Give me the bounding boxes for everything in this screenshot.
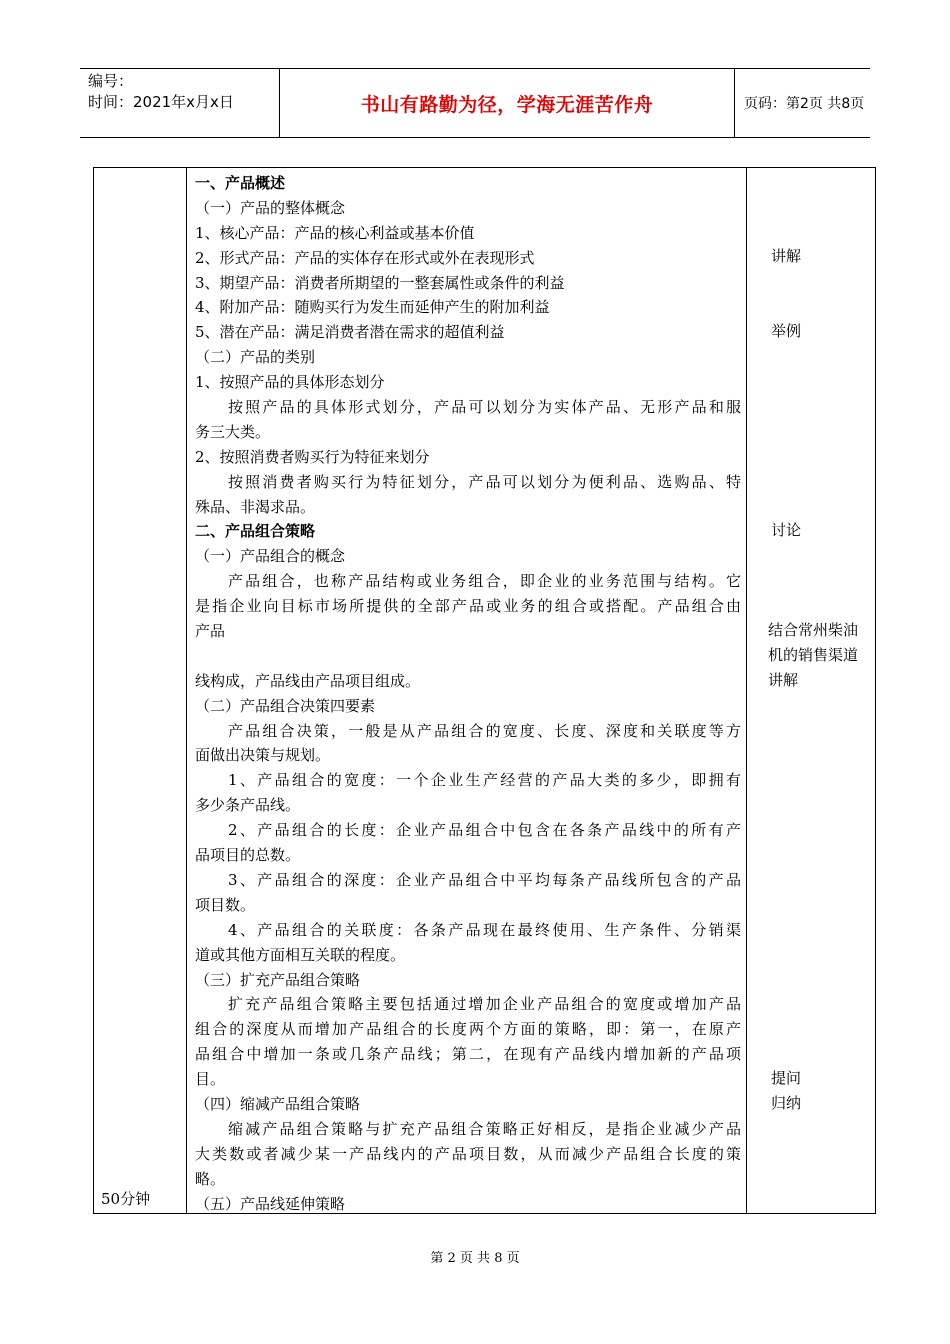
- content-line: 4、产品组合的关联度：各条产品现在最终使用、生产条件、分销渠: [228, 920, 741, 939]
- method-discuss: 讨论: [771, 521, 802, 539]
- content-line: 面做出决策与规划。: [195, 746, 331, 765]
- header-page-cell: [734, 69, 870, 137]
- content-line: 3、产品组合的深度：企业产品组合中平均每条产品线所包含的产品: [228, 870, 741, 889]
- content-line: 殊品、非渴求品。: [195, 497, 316, 516]
- content-line: 2、按照消费者购买行为特征来划分: [195, 447, 430, 466]
- content-line: 1、按照产品的具体形态划分: [195, 373, 385, 392]
- content-line: 目。: [195, 1070, 226, 1089]
- number-label: 编号：: [88, 72, 134, 90]
- content-line: 3、期望产品：消费者所期望的一整套属性或条件的利益: [195, 273, 565, 292]
- header-meta-cell: [80, 69, 280, 137]
- column-divider: [186, 168, 187, 1213]
- content-line: 2、产品组合的长度：企业产品组合中包含在各条产品线中的所有产: [228, 821, 741, 840]
- motto: 书山有路勤为径，学海无涯苦作舟: [360, 93, 654, 116]
- content-line: 1、产品组合的宽度：一个企业生产经营的产品大类的多少，即拥有: [228, 771, 741, 790]
- content-line: 5、潜在产品：满足消费者潜在需求的超值利益: [195, 323, 505, 342]
- method-case-line-3: 讲解: [768, 671, 799, 689]
- content-line: 产品组合，也称产品结构或业务组合，即企业的业务范围与结构。它: [228, 572, 741, 591]
- duration-text: 50分钟: [101, 1190, 151, 1208]
- column-divider: [746, 168, 747, 1213]
- content-line: 是指企业向目标市场所提供的全部产品或业务的组合或搭配。产品组合由: [195, 597, 741, 616]
- content-line: （三）扩充产品组合策略: [195, 970, 361, 989]
- content-line: 道或其他方面相互关联的程度。: [195, 945, 406, 964]
- content-line: （五）产品线延伸策略: [195, 1194, 346, 1213]
- lesson-table: [93, 167, 876, 1214]
- content-line: 多少条产品线。: [195, 796, 301, 815]
- content-line: （一）产品组合的概念: [195, 547, 346, 566]
- footer-page-number: 第 2 页 共 8 页: [430, 1251, 520, 1266]
- method-explain: 讲解: [771, 247, 802, 265]
- page-header: [80, 68, 870, 138]
- content-line: 扩充产品组合策略主要包括通过增加企业产品组合的宽度或增加产品: [228, 995, 741, 1014]
- content-line: 品项目的总数。: [195, 846, 301, 865]
- method-example: 举例: [771, 322, 802, 340]
- content-line: 2、形式产品：产品的实体存在形式或外在表现形式: [195, 248, 535, 267]
- content-line: 1、核心产品：产品的核心利益或基本价值: [195, 223, 475, 242]
- section-heading: 一、产品概述: [195, 174, 286, 192]
- content-line: 缩减产品组合策略与扩充产品组合策略正好相反，是指企业减少产品: [228, 1119, 741, 1138]
- page-info: 页码：第2页 共8页: [744, 96, 865, 112]
- content-line: 务三大类。: [195, 422, 271, 441]
- content-line: 按照消费者购买行为特征划分，产品可以划分为便利品、选购品、特: [228, 472, 741, 491]
- content-line: 组合的深度从而增加产品组合的长度两个方面的策略，即：第一，在原产: [195, 1020, 741, 1039]
- method-case-line-1: 结合常州柴油: [768, 621, 859, 639]
- content-line: （四）缩减产品组合策略: [195, 1094, 361, 1113]
- content-line: 略。: [195, 1169, 226, 1188]
- content-line: 线构成，产品线由产品项目组成。: [195, 671, 421, 690]
- content-line: 4、附加产品：随购买行为发生而延伸产生的附加利益: [195, 298, 550, 317]
- method-question: 提问: [771, 1069, 802, 1087]
- content-line: （一）产品的整体概念: [195, 198, 346, 217]
- content-line: （二）产品组合决策四要素: [195, 696, 376, 715]
- date-line: 时间：2021年x月x日: [88, 93, 234, 111]
- header-motto-cell: [280, 69, 735, 137]
- method-column: [755, 168, 863, 1213]
- content-line: [195, 644, 741, 669]
- content-line: 品组合中增加一条或几条产品线；第二，在现有产品线内增加新的产品项: [195, 1045, 741, 1064]
- content-line: 项目数。: [195, 895, 256, 914]
- content-line: 按照产品的具体形式划分，产品可以划分为实体产品、无形产品和服: [228, 398, 741, 417]
- content-line: 大类数或者减少某一产品线内的产品项目数，从而减少产品组合长度的策: [195, 1144, 741, 1163]
- method-case-line-2: 机的销售渠道: [768, 646, 859, 664]
- duration-column: [94, 168, 186, 1213]
- content-column: [195, 171, 741, 1216]
- content-line: 产品: [195, 622, 226, 641]
- page-footer: [0, 1247, 950, 1266]
- section-heading: 二、产品组合策略: [195, 522, 316, 541]
- content-line: 产品组合决策，一般是从产品组合的宽度、长度、深度和关联度等方: [228, 721, 741, 740]
- method-summarize: 归纳: [771, 1094, 802, 1112]
- content-line: （二）产品的类别: [195, 348, 316, 367]
